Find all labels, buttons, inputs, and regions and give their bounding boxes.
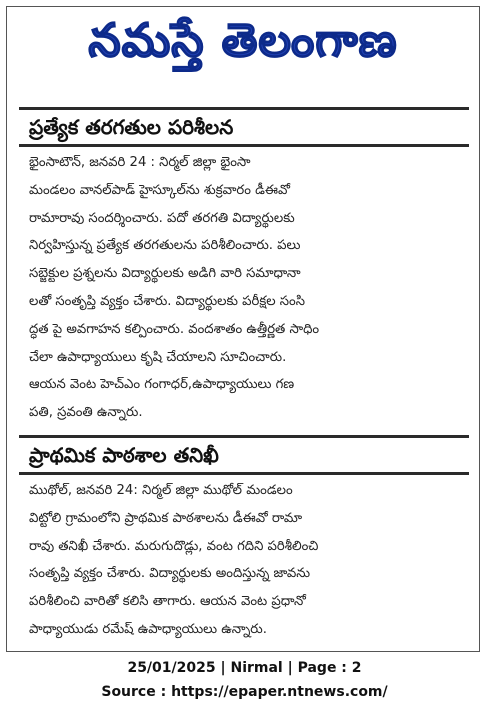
article-line: ముథోల్, జనవరి 24: నిర్మల్ జిల్లా ముథోల్ మండలం <box>29 483 293 498</box>
article-1-headline: ప్రత్యేక తరగతుల పరిశీలన <box>29 115 234 139</box>
article-line: ఆయన వెంట హెచ్ఎం గంగాధర్,ఉపాధ్యాయులు గణ <box>29 377 295 393</box>
masthead <box>7 11 479 81</box>
article-line: పతి, స్రవంతి ఉన్నారు. <box>29 405 143 421</box>
masthead-title: నమస్తే తెలంగాణ <box>88 13 398 67</box>
article-line: పాధ్యాయుడు రమేష్ ఉపాధ్యాయులు ఉన్నారు. <box>29 621 267 637</box>
article-line: లతో సంతృప్తి వ్యక్తం చేశారు. విద్యార్థులకు పరీక్షల సంసి <box>29 293 305 309</box>
article-1 <box>19 107 469 427</box>
headline-rule-top <box>19 107 469 110</box>
article-line: చేలా ఉపాధ్యాయులు కృషి చేయాలని సూచించారు. <box>29 349 287 365</box>
article-2-headline: ప్రాథమిక పాఠశాల తనిఖీ <box>29 443 219 467</box>
footer-date-line: 25/01/2025 | Nirmal | Page : 2 <box>127 660 362 676</box>
article-2-body <box>19 475 469 644</box>
article-line: రావు తనిఖీ చేశారు. మరుగుదొడ్లు, వంట గదిని పరిశీలించి <box>29 538 319 554</box>
article-line: సబ్జెక్టుల ప్రశ్నలను విద్యార్థులకు అడిగి వారి సమాధానా <box>29 266 301 282</box>
article-line: విట్టోలి గ్రామంలోని ప్రాథమిక పాఠశాలను డీఈవో రామా <box>29 510 303 526</box>
article-line: మండలం వానల్‌పాడ్ హైస్కూల్‌ను శుక్రవారం డీఈవో <box>29 182 290 198</box>
article-line: సంతృప్తి వ్యక్తం చేశారు. విద్యార్థులకు అందిస్తున్న జావను <box>29 566 311 582</box>
article-line: భైంసాటౌన్, జనవరి 24 : నిర్మల్ జిల్లా భైంసా <box>29 155 251 170</box>
article-2 <box>19 435 469 644</box>
article-line: రామారావు సందర్శించారు. పదో తరగతి విద్యార్థులకు <box>29 210 295 226</box>
page-frame <box>6 6 480 652</box>
article-line: నిర్వహిస్తున్న ప్రత్యేక తరగతులను పరిశీలించారు. పలు <box>29 238 301 254</box>
headline-rule-top <box>19 435 469 438</box>
footer-source-line: Source : https://epaper.ntnews.com/ <box>101 684 388 700</box>
article-line: పరిశీలించి వారితో కలిసి తాగారు. ఆయన వెంట ప్రధానో <box>29 594 306 610</box>
article-1-body <box>19 147 469 427</box>
article-line: ద్ధత పై అవగాహన కల్పించారు. వందశాతం ఉత్తీర్ణత సాధిం <box>29 321 320 337</box>
